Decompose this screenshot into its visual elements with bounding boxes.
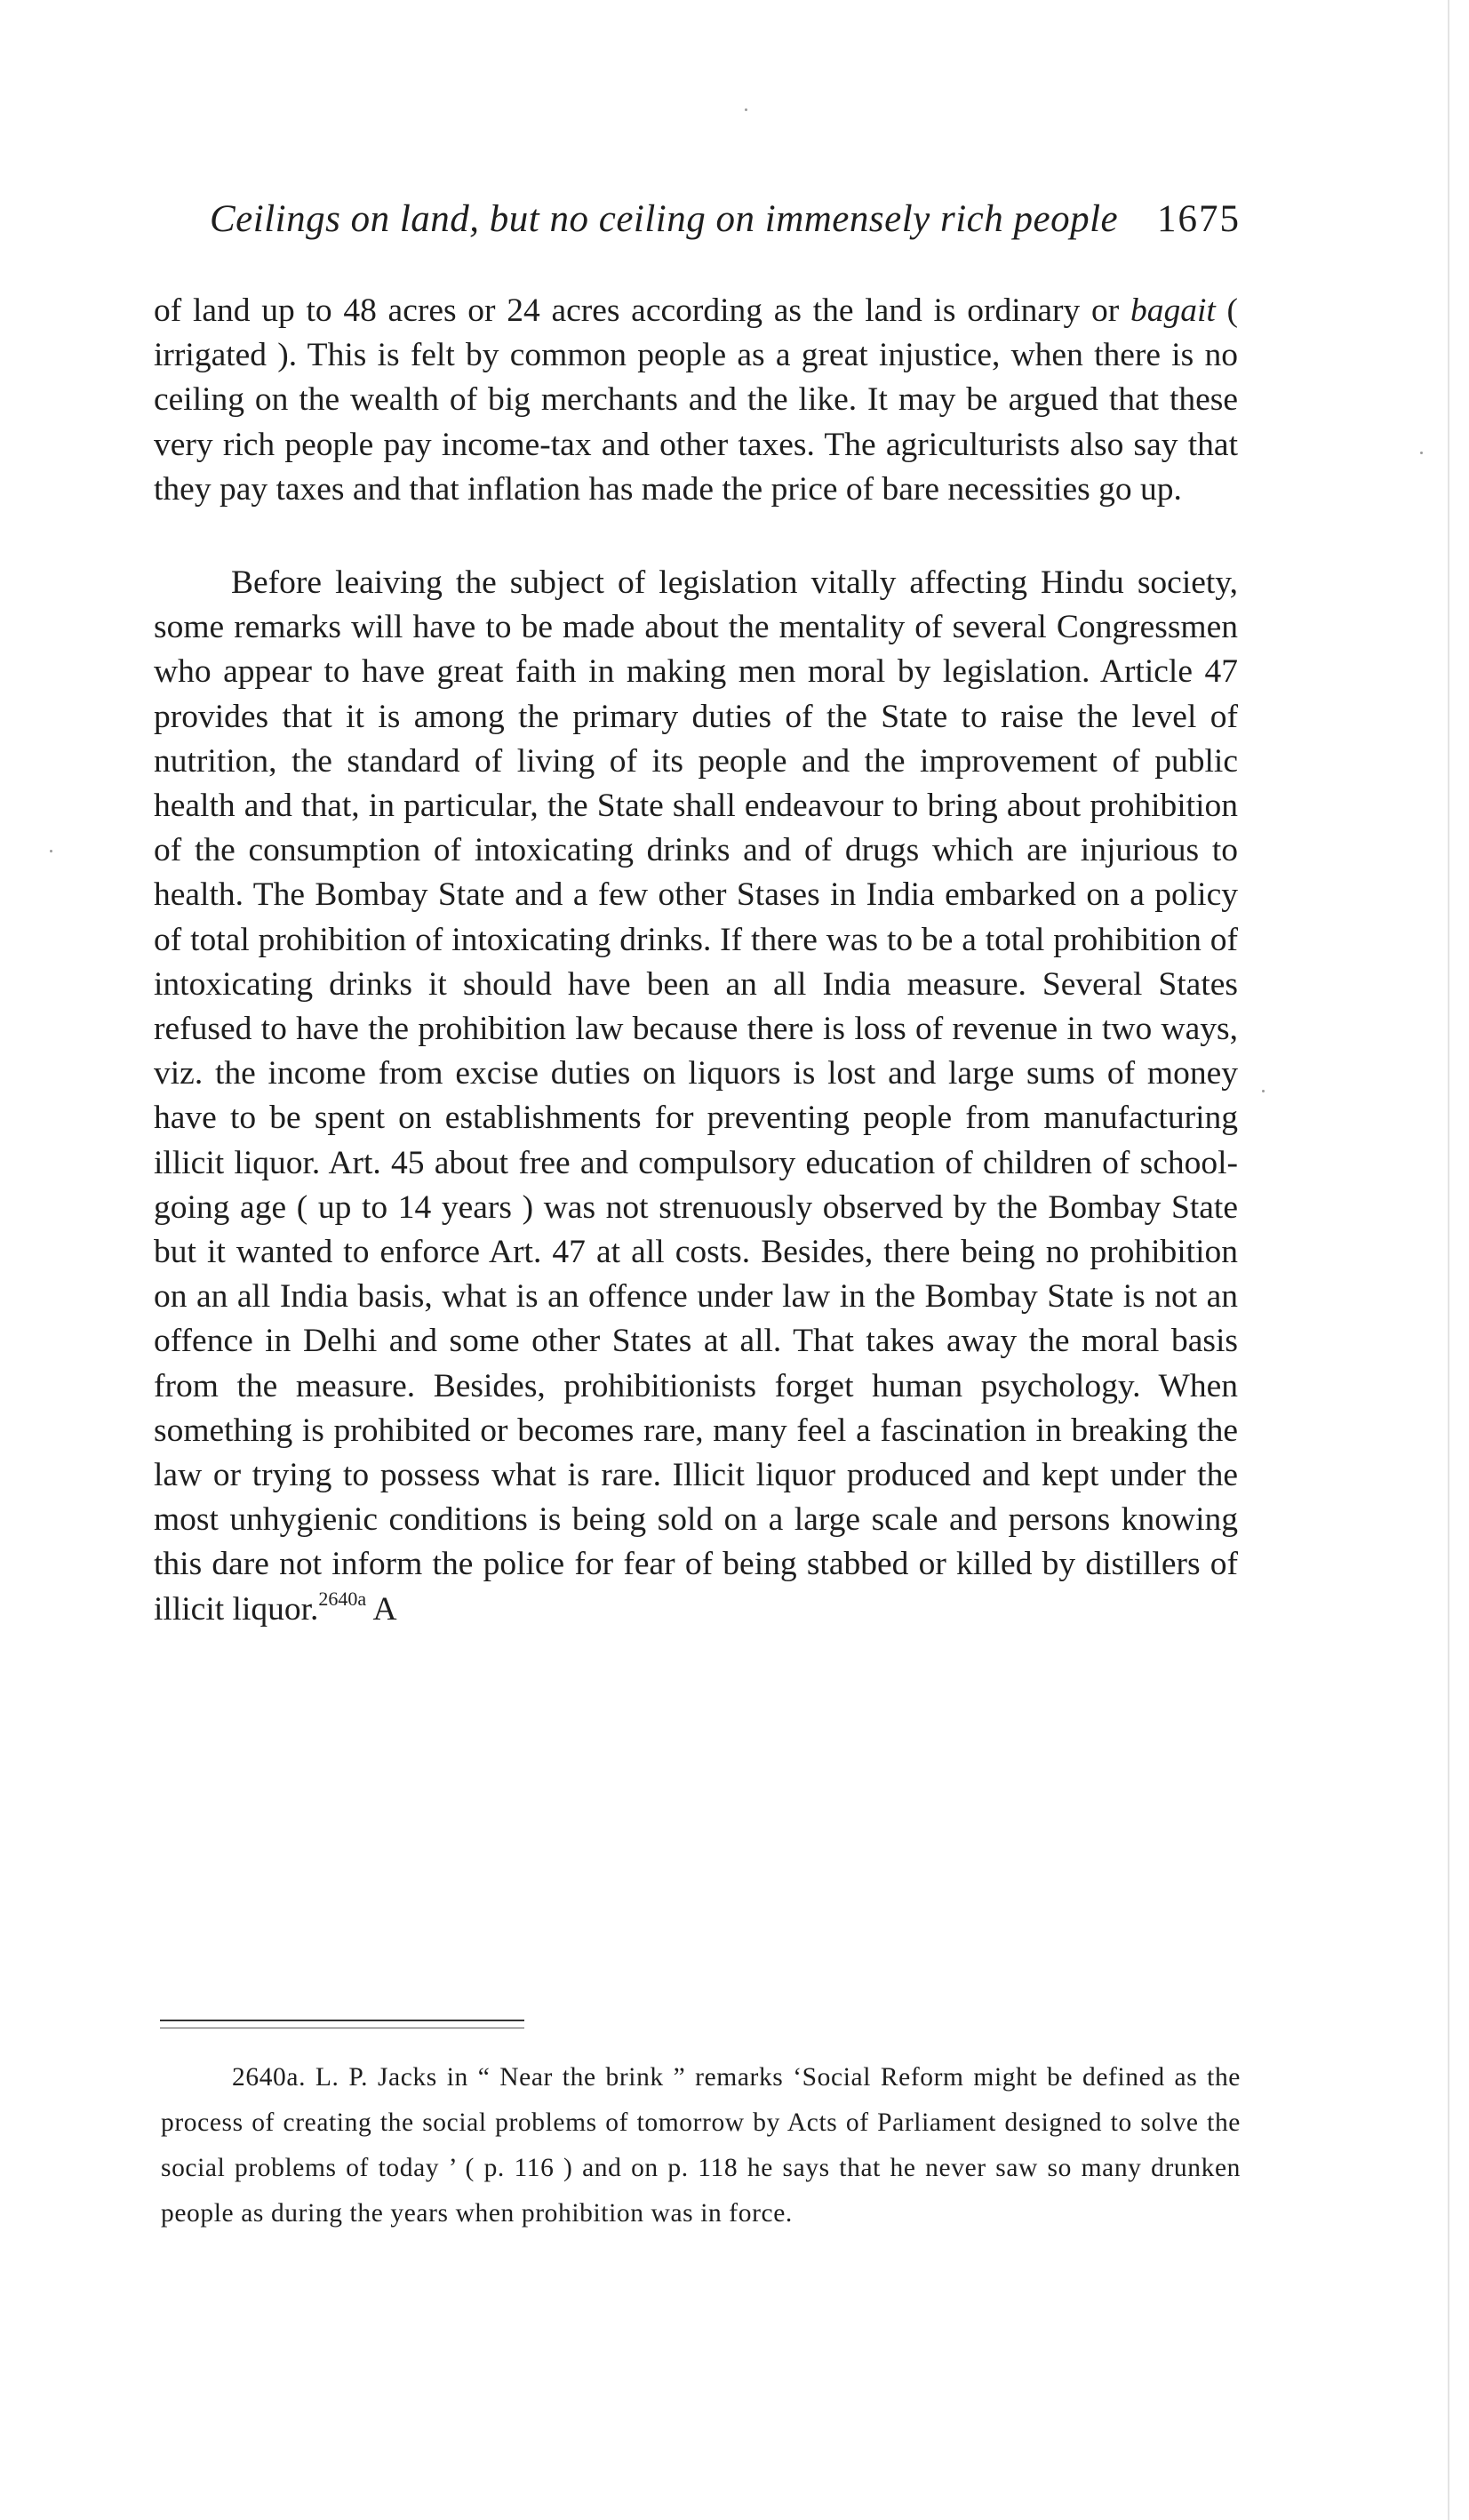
footnote-reference: 2640a xyxy=(318,1587,367,1610)
page-edge-line xyxy=(1448,0,1449,2520)
italic-term: bagait xyxy=(1130,292,1216,329)
page-header xyxy=(210,197,1241,251)
footnote-text: L. P. Jacks in “ Near the brink ” remarks ‘Social Reform might be defined as the process of creating the social problems of tomorrow by Acts of Parliament designed to solve the social problems of today ’ ( p. 116 ) and on p. 118 he says that he never saw so many drunken people as during the years when prohibition was in force. xyxy=(161,2063,1241,2228)
scan-speck xyxy=(1420,452,1423,454)
paragraph-2-continuation: A xyxy=(366,1590,397,1628)
scan-speck xyxy=(50,850,52,852)
paragraph-1-text-b: ( irrigated ). This is felt by common people as a great injustice, when there is no ceiling on the wealth of big merchants and the like. It may be argued that these very rich people pay income-tax and other taxes. The agriculturists also say that they pay taxes and that inflation has made the price of bare necessities go up. xyxy=(154,292,1238,508)
paragraph-2-text: Before leaiving the subject of legislation vitally affecting Hindu society, some remarks will have to be made about the mentality of several Congressmen who appear to have great faith in making men moral by legislation. Article 47 provides that it is among the primary duties of the State to raise the level of nutrition, the standard of living of its people and the improvement of public health and that, in particular, the State shall endeavour to bring about prohibition of the consumption of intoxicating drinks and of drugs which are injurious to health. The Bombay State and a few other Stases in India embarked on a policy of total prohibition of intoxicating drinks. If there was to be a total prohibition of intoxicating drinks it should have been an all India measure. Several States refused to have the prohibition law because there is loss of revenue in two ways, viz. the income from excise duties on liquors is lost and large sums of money have to be spent on establishments for preventing people from manufacturing illicit liquor. Art. 45 about free and compulsory education of children of school-going age ( up to 14 years ) was not strenuously observed by the Bombay State but it wanted to enforce Art. 47 at all costs. Besides, there being no prohibition on an all India basis, what is an offence under law in the Bombay State is not an offence in Delhi and some other States at all. That takes away the moral basis from the measure. Besides, prohibitionists forget human psychology. When something is prohibited or becomes rare, many feel a fascination in breaking the law or trying to possess what is rare. Illicit liquor produced and kept under the most unhygienic conditions is being sold on a large scale and persons knowing this dare not inform the police for fear of being stabbed or killed by distillers of illicit liquor. xyxy=(154,564,1238,1628)
paragraph-2 xyxy=(154,561,1238,1632)
running-title: Ceilings on land, but no ceiling on immensely rich people xyxy=(210,198,1119,240)
main-text xyxy=(154,289,1238,1632)
footnote-number: 2640a. xyxy=(232,2063,307,2092)
scan-speck xyxy=(1262,1090,1265,1092)
scan-speck xyxy=(745,108,747,111)
paragraph-1 xyxy=(154,289,1238,512)
footnote xyxy=(161,2055,1241,2236)
page-number: 1675 xyxy=(1157,198,1241,240)
paragraph-1-text-a: of land up to 48 acres or 24 acres according as the land is ordinary or xyxy=(154,292,1130,329)
footnote-divider xyxy=(160,2020,524,2021)
